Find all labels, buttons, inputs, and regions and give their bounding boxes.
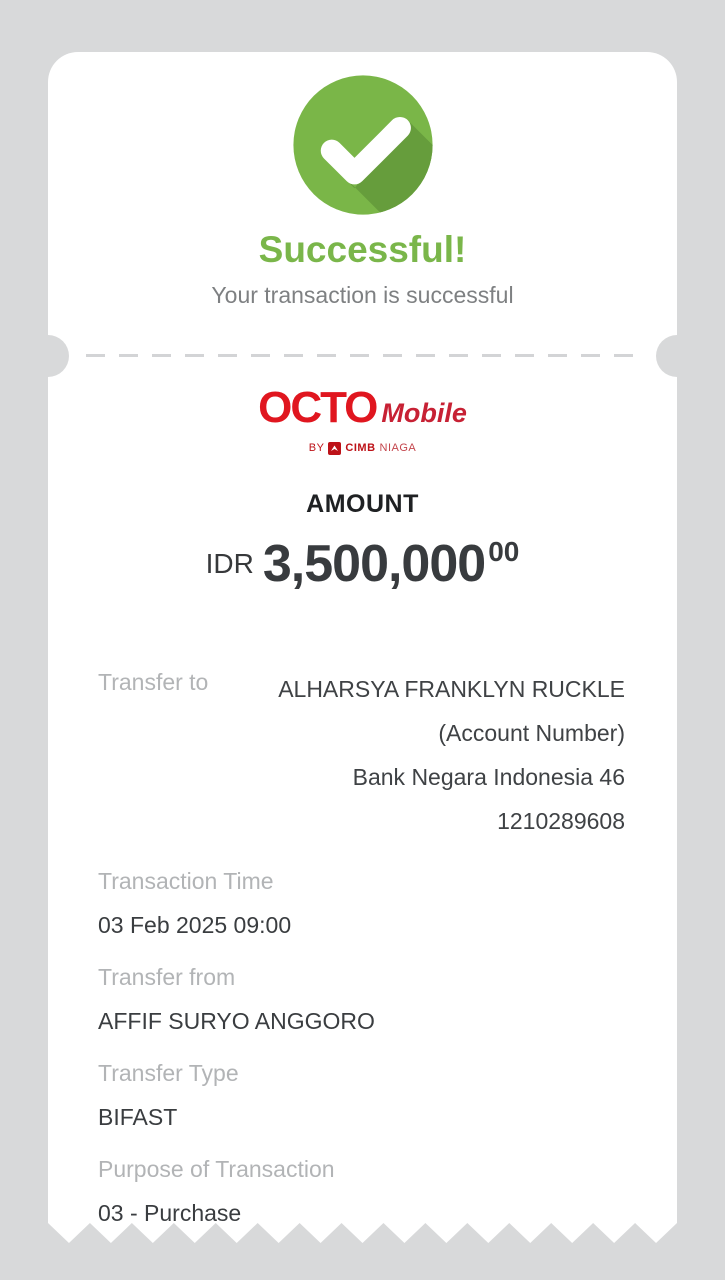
logo-by-text: BY <box>308 442 325 454</box>
amount-cents: 00 <box>488 536 520 567</box>
transfer-to-values <box>208 667 625 843</box>
cimb-bank-icon <box>328 442 341 455</box>
amount-label: AMOUNT <box>306 490 419 518</box>
purpose-row <box>98 1155 625 1227</box>
logo-wordmark <box>258 385 467 436</box>
status-subtitle: Your transaction is successful <box>211 282 514 308</box>
octo-mobile-logo <box>48 385 677 456</box>
receipt-separator <box>48 354 677 357</box>
transaction-time-row <box>98 867 625 939</box>
amount-line <box>48 524 677 605</box>
success-check-icon <box>292 74 434 216</box>
transfer-type-row <box>98 1059 625 1131</box>
amount-value: 3,500,000 <box>262 535 486 593</box>
transfer-to-label: Transfer to <box>98 669 209 695</box>
transfer-from-row <box>98 963 625 1035</box>
status-title: Successful! <box>258 229 467 270</box>
notch-right <box>656 335 698 377</box>
transaction-details <box>48 667 677 1227</box>
transaction-time-label: Transaction Time <box>98 868 274 894</box>
recipient-name: ALHARSYA FRANKLYN RUCKLE <box>278 676 625 702</box>
purpose-label: Purpose of Transaction <box>98 1156 335 1182</box>
dashed-line <box>86 354 639 357</box>
recipient-bank: Bank Negara Indonesia 46 <box>352 764 625 790</box>
purpose-value: 03 - Purchase <box>98 1200 242 1226</box>
recipient-account-type: (Account Number) <box>438 720 625 746</box>
logo-byline <box>48 441 677 456</box>
logo-niaga-text: NIAGA <box>379 442 417 454</box>
logo-cimb-text: CIMB <box>345 442 376 454</box>
logo-mobile-text: Mobile <box>381 398 467 428</box>
transfer-to-row <box>98 667 625 843</box>
status-section <box>48 74 677 310</box>
transfer-from-label: Transfer from <box>98 964 236 990</box>
logo-octo-text: OCTO <box>258 383 377 432</box>
notch-left <box>27 335 69 377</box>
receipt-card-body <box>48 52 677 1226</box>
transaction-time-value: 03 Feb 2025 09:00 <box>98 912 292 938</box>
transfer-type-label: Transfer Type <box>98 1060 239 1086</box>
recipient-account-number: 1210289608 <box>497 808 625 834</box>
transfer-type-value: BIFAST <box>98 1104 178 1130</box>
amount-currency: IDR <box>205 548 254 579</box>
receipt-card <box>48 52 677 1243</box>
transfer-from-value: AFFIF SURYO ANGGORO <box>98 1008 375 1034</box>
amount-section <box>48 490 677 605</box>
